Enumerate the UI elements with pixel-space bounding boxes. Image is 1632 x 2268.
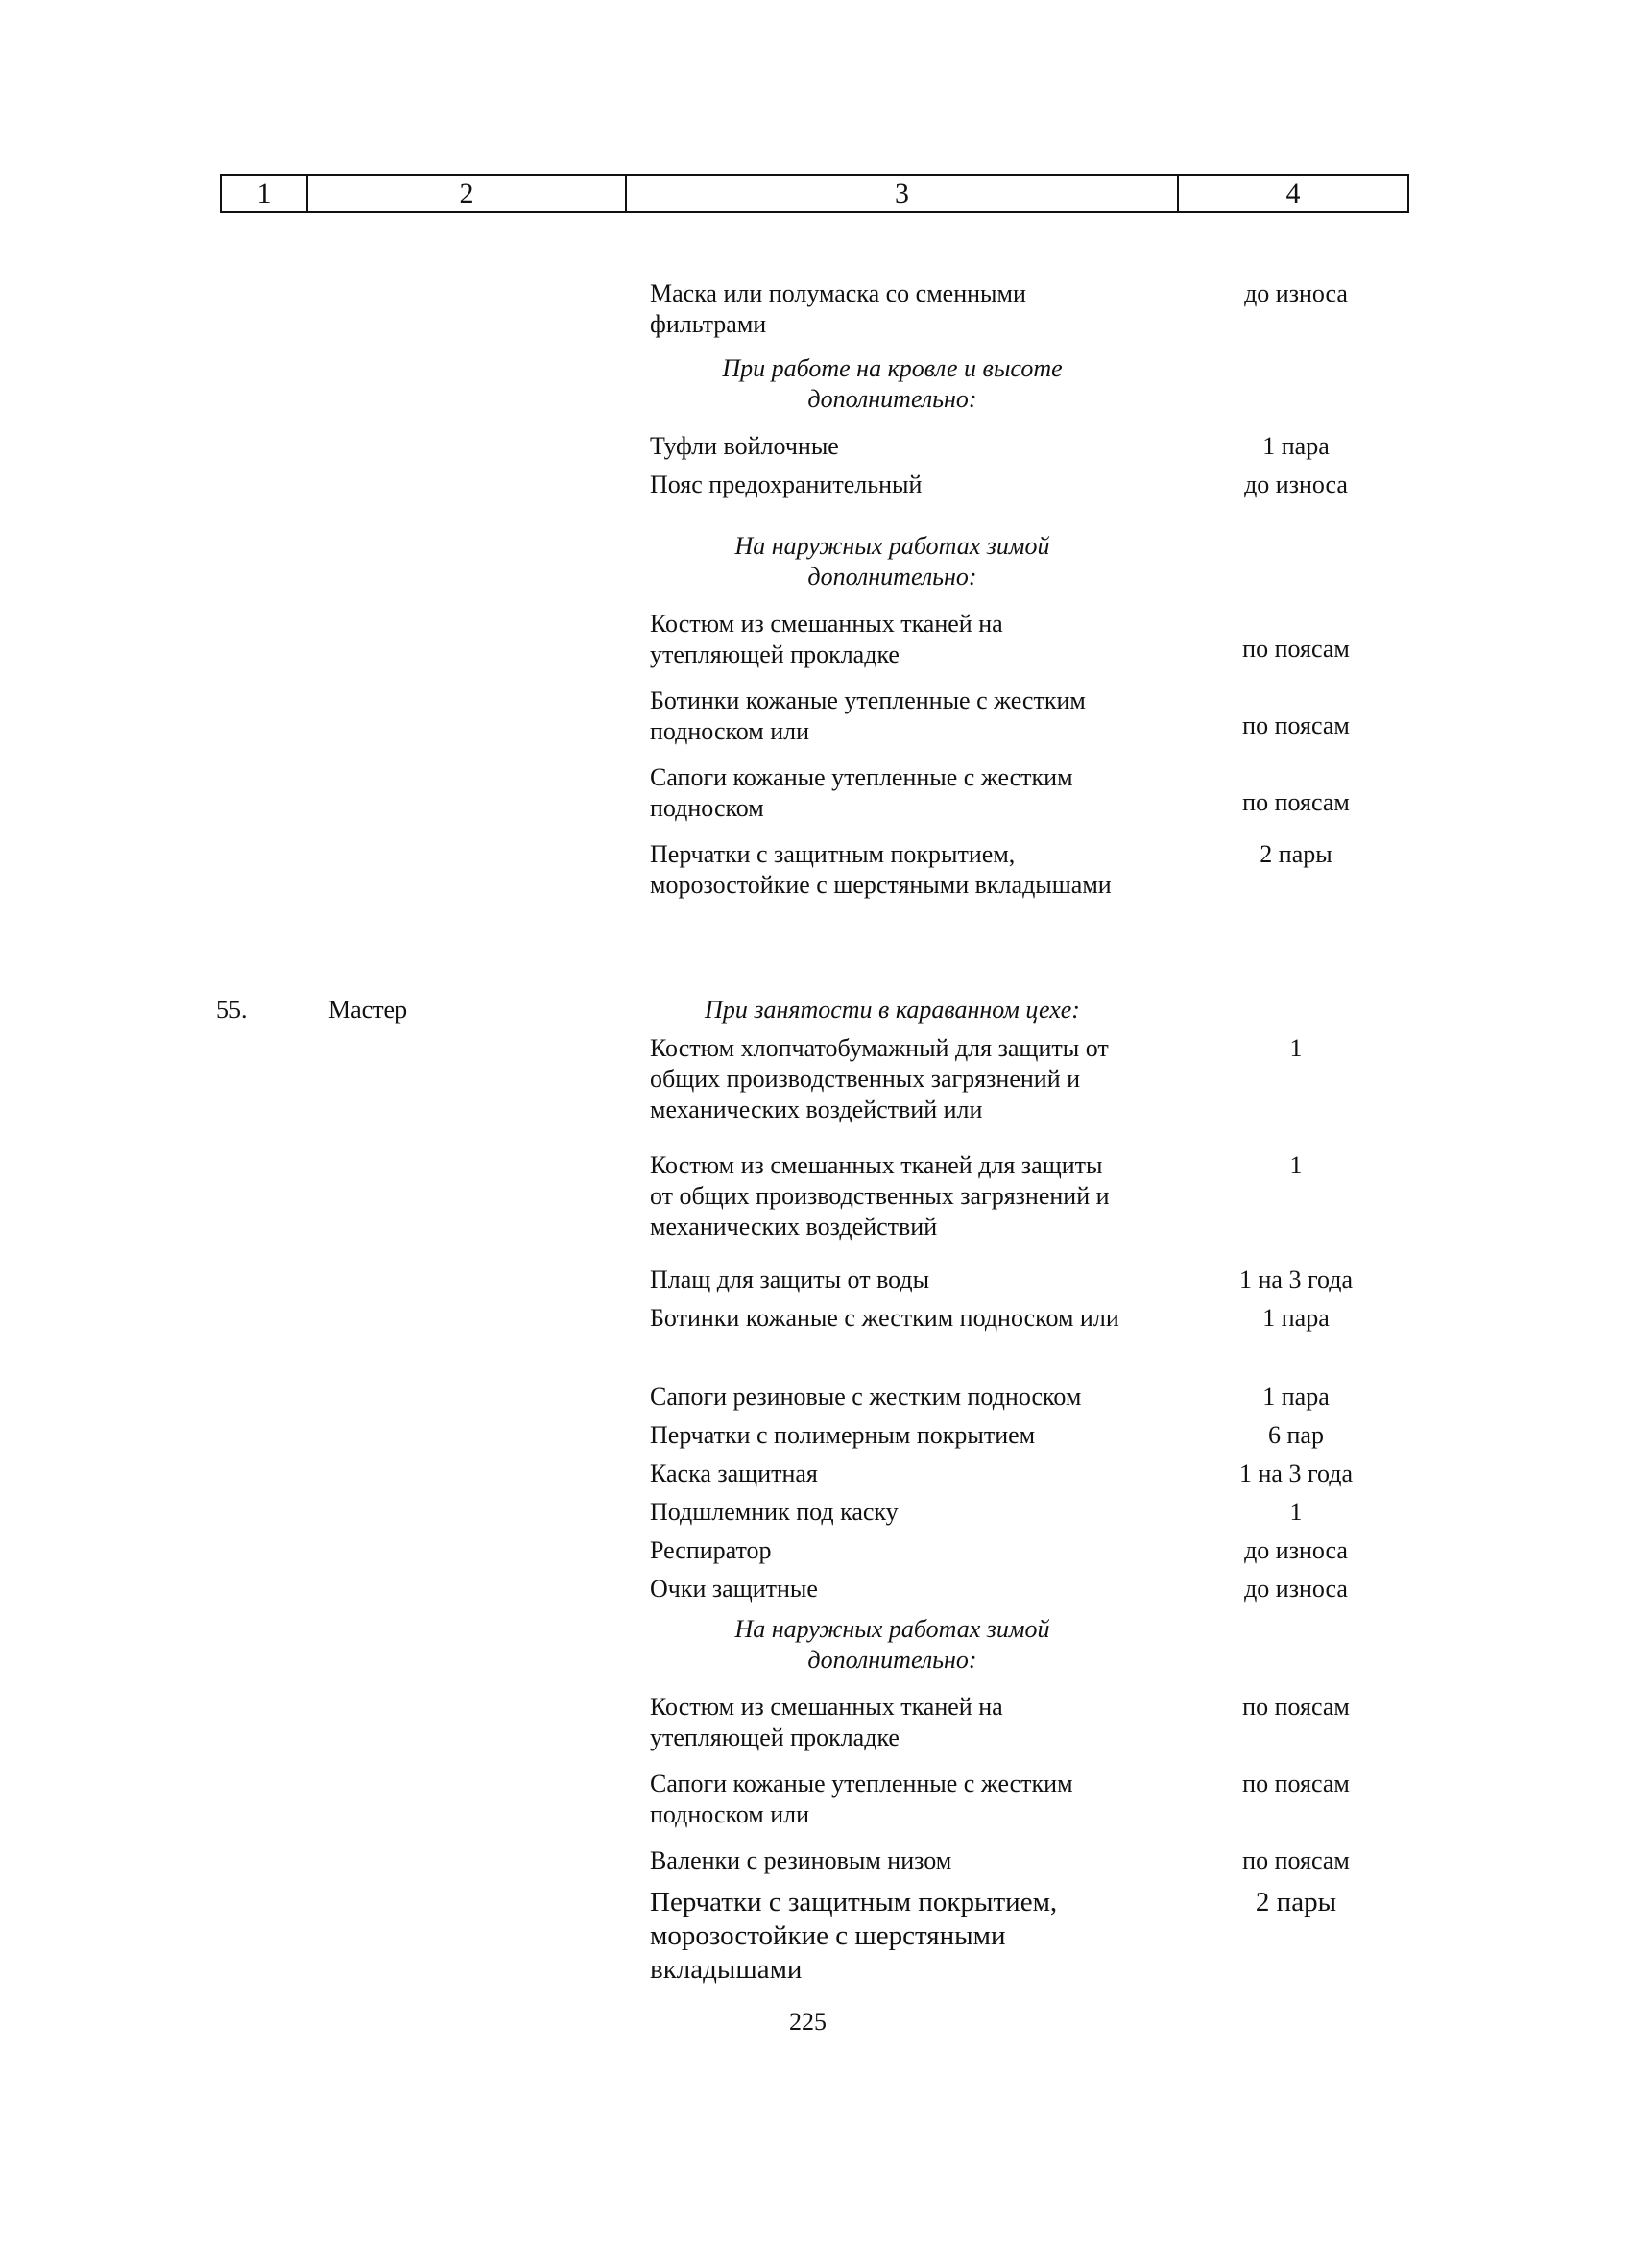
section-subheading: При занятости в караванном цехе: <box>705 996 1080 1024</box>
item-name-line: Перчатки с защитным покрытием, <box>650 1887 1058 1918</box>
section-subheading: дополнительно: <box>807 1646 977 1674</box>
item-name-line: Сапоги кожаные утепленные с жестким <box>650 763 1073 791</box>
item-norm: 6 пар <box>1268 1421 1324 1449</box>
item-name: Плащ для защиты от воды <box>650 1266 930 1293</box>
item-name: Каска защитная <box>650 1460 818 1487</box>
section-subheading: дополнительно: <box>807 563 977 591</box>
item-norm: 1 <box>1289 1034 1303 1062</box>
header-col-1: 1 <box>256 178 272 209</box>
item-name: Очки защитные <box>650 1575 818 1603</box>
item-name-line: морозостойкие с шерстяными <box>650 1920 1006 1951</box>
section-subheading: На наружных работах зимой <box>734 1615 1050 1643</box>
page-number: 225 <box>789 2008 827 2036</box>
item-norm: по поясам <box>1242 712 1350 739</box>
item-name-line: от общих производственных загрязнений и <box>650 1182 1110 1210</box>
item-name-line: фильтрами <box>650 310 767 338</box>
item-norm: по поясам <box>1242 1846 1350 1874</box>
item-name-line: Костюм из смешанных тканей для защиты <box>650 1151 1103 1179</box>
item-name-line: утепляющей прокладке <box>650 1724 900 1751</box>
item-norm: 1 на 3 года <box>1239 1460 1353 1487</box>
item-name: Валенки с резиновым низом <box>650 1846 952 1874</box>
item-name-line: Костюм из смешанных тканей на <box>650 1693 1003 1721</box>
item-name-line: подноском или <box>650 717 810 745</box>
profession-name: Мастер <box>328 996 408 1024</box>
item-name-line: Сапоги кожаные утепленные с жестким <box>650 1770 1073 1798</box>
item-name: Сапоги резиновые с жестким подноском <box>650 1383 1082 1411</box>
item-name-line: Перчатки с защитным покрытием, <box>650 840 1016 868</box>
entry-number: 55. <box>216 996 248 1024</box>
column-header-table <box>220 174 1409 213</box>
item-norm: 1 пара <box>1262 432 1330 460</box>
item-norm: 1 на 3 года <box>1239 1266 1353 1293</box>
item-norm: до износа <box>1244 470 1348 498</box>
header-col-4: 4 <box>1285 178 1301 209</box>
header-col-2: 2 <box>459 178 474 209</box>
item-norm: до износа <box>1244 279 1348 307</box>
item-name-line: Маска или полумаска со сменными <box>650 279 1026 307</box>
item-norm: до износа <box>1244 1575 1348 1603</box>
item-name-line: общих производственных загрязнений и <box>650 1065 1081 1093</box>
section-subheading: При работе на кровле и высоте <box>722 354 1063 382</box>
item-name: Пояс предохранительный <box>650 470 923 498</box>
item-norm: 1 пара <box>1262 1304 1330 1332</box>
section-subheading: На наружных работах зимой <box>734 532 1050 560</box>
item-name: Подшлемник под каску <box>650 1498 899 1526</box>
item-norm: 2 пары <box>1260 840 1332 868</box>
item-name-line: Костюм хлопчатобумажный для защиты от <box>650 1034 1109 1062</box>
section-subheading: дополнительно: <box>807 385 977 413</box>
item-name-line: Ботинки кожаные утепленные с жестким <box>650 687 1086 714</box>
item-name: Ботинки кожаные с жестким подноском или <box>650 1304 1119 1332</box>
item-norm: по поясам <box>1242 1770 1350 1798</box>
item-norm: 2 пары <box>1255 1887 1337 1918</box>
item-norm: по поясам <box>1242 788 1350 816</box>
item-norm: по поясам <box>1242 635 1350 663</box>
header-col-3: 3 <box>895 178 909 209</box>
item-name-line: утепляющей прокладке <box>650 640 900 668</box>
item-name-line: подноском или <box>650 1800 810 1828</box>
item-norm: 1 <box>1289 1498 1303 1526</box>
item-name-line: морозостойкие с шерстяными вкладышами <box>650 871 1112 899</box>
item-norm: до износа <box>1244 1536 1348 1564</box>
item-name-line: механических воздействий <box>650 1213 938 1241</box>
item-name: Перчатки с полимерным покрытием <box>650 1421 1036 1449</box>
item-norm: по поясам <box>1242 1693 1350 1721</box>
item-name: Респиратор <box>650 1536 772 1564</box>
item-name-line: вкладышами <box>650 1954 803 1985</box>
item-name: Туфли войлочные <box>650 432 839 460</box>
item-name-line: механических воздействий или <box>650 1096 983 1123</box>
item-norm: 1 <box>1289 1151 1303 1179</box>
item-name-line: подноском <box>650 794 764 822</box>
item-name-line: Костюм из смешанных тканей на <box>650 610 1003 638</box>
item-norm: 1 пара <box>1262 1383 1330 1411</box>
